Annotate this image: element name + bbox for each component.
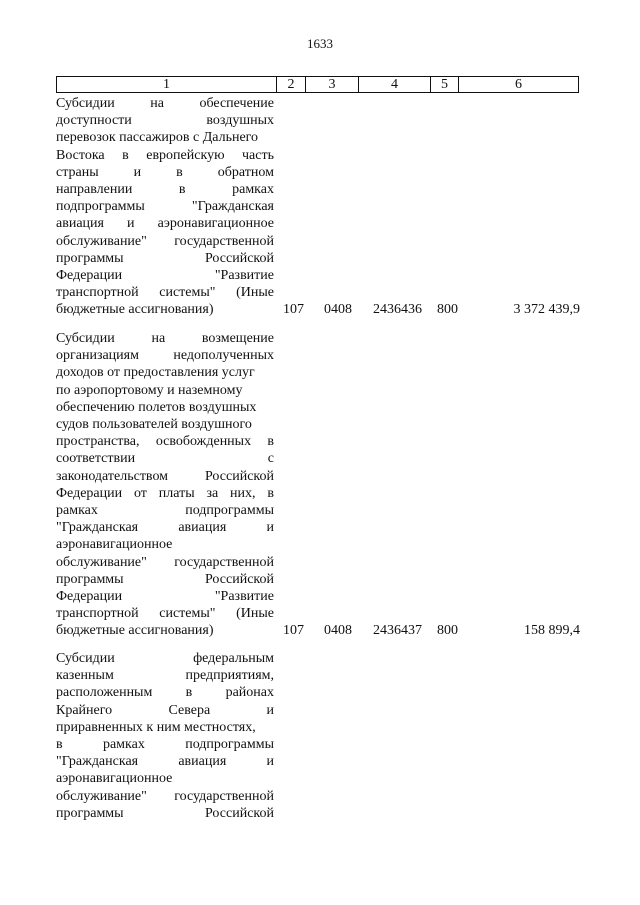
- description-line: страны и в обратном: [56, 164, 274, 180]
- description-line: казенным предприятиям,: [56, 668, 274, 684]
- description-line: аэронавигационное: [56, 771, 173, 787]
- description-line: организациям недополученных: [56, 348, 274, 364]
- column-header-table: [56, 76, 579, 93]
- row-col4: 2436436: [373, 302, 422, 317]
- description-line: приравненных к ним местностях,: [56, 719, 256, 735]
- description-line: программы Российской: [56, 805, 274, 821]
- row-col5: 800: [437, 302, 458, 317]
- description-line: Субсидии на обеспечение: [56, 96, 274, 111]
- description-line: "Гражданская авиация и: [56, 520, 274, 536]
- description-line: рамках подпрограммы: [56, 503, 274, 519]
- description-line: программы Российской: [56, 571, 274, 587]
- description-line: соответствии с: [56, 451, 274, 467]
- description-line: доходов от предоставления услуг: [56, 365, 255, 381]
- description-line: обеспечению полетов воздушных: [56, 399, 257, 415]
- description-line: аэронавигационное: [56, 537, 173, 553]
- column-header-3: 3: [306, 77, 359, 93]
- row-col4: 2436437: [373, 623, 422, 638]
- row-description: [56, 650, 274, 822]
- description-line: по аэропортовому и наземному: [56, 382, 243, 398]
- description-line: Федерации от платы за них, в: [56, 485, 274, 501]
- row-col5: 800: [437, 623, 458, 638]
- row-description: [56, 95, 274, 319]
- description-line: Федерации "Развитие: [56, 268, 274, 284]
- description-line: обслуживание" государственной: [56, 233, 274, 249]
- description-line: в рамках подпрограммы: [56, 737, 274, 753]
- description-line: обслуживание" государственной: [56, 554, 274, 570]
- column-header-4: 4: [359, 77, 431, 93]
- description-line: законодательством Российской: [56, 468, 274, 484]
- description-line: направлении в рамках: [56, 182, 274, 198]
- row-description: [56, 330, 274, 640]
- description-line: судов пользователей воздушного: [56, 417, 252, 433]
- row-col2: 107: [283, 302, 304, 317]
- column-header-row: [57, 77, 579, 93]
- description-line: расположенным в районах: [56, 685, 274, 701]
- description-line: программы Российской: [56, 250, 274, 266]
- description-line: обслуживание" государственной: [56, 788, 274, 804]
- description-line: Субсидии федеральным: [56, 651, 274, 666]
- column-header-5: 5: [431, 77, 459, 93]
- description-line: транспортной системы" (Иные: [56, 285, 274, 301]
- column-header-6: 6: [459, 77, 579, 93]
- row-col3: 0408: [324, 623, 352, 638]
- description-line: бюджетные ассигнования): [56, 623, 214, 639]
- column-header-2: 2: [277, 77, 306, 93]
- description-line: Востока в европейскую часть: [56, 147, 274, 163]
- row-col3: 0408: [324, 302, 352, 317]
- description-line: бюджетные ассигнования): [56, 302, 214, 318]
- description-line: "Гражданская авиация и: [56, 754, 274, 770]
- description-line: Федерации "Развитие: [56, 589, 274, 605]
- column-header-1: 1: [57, 77, 277, 93]
- description-line: транспортной системы" (Иные: [56, 606, 274, 622]
- row-col6: 3 372 439,9: [513, 302, 580, 317]
- description-line: Субсидии на возмещение: [56, 331, 274, 346]
- row-col2: 107: [283, 623, 304, 638]
- description-line: подпрограммы "Гражданская: [56, 199, 274, 215]
- page-number: 1633: [307, 36, 333, 51]
- row-col6: 158 899,4: [524, 623, 580, 638]
- description-line: пространства, освобожденных в: [56, 434, 274, 450]
- description-line: авиация и аэронавигационное: [56, 216, 274, 232]
- description-line: Крайнего Севера и: [56, 702, 274, 718]
- description-line: перевозок пассажиров с Дальнего: [56, 130, 259, 146]
- description-line: доступности воздушных: [56, 113, 274, 129]
